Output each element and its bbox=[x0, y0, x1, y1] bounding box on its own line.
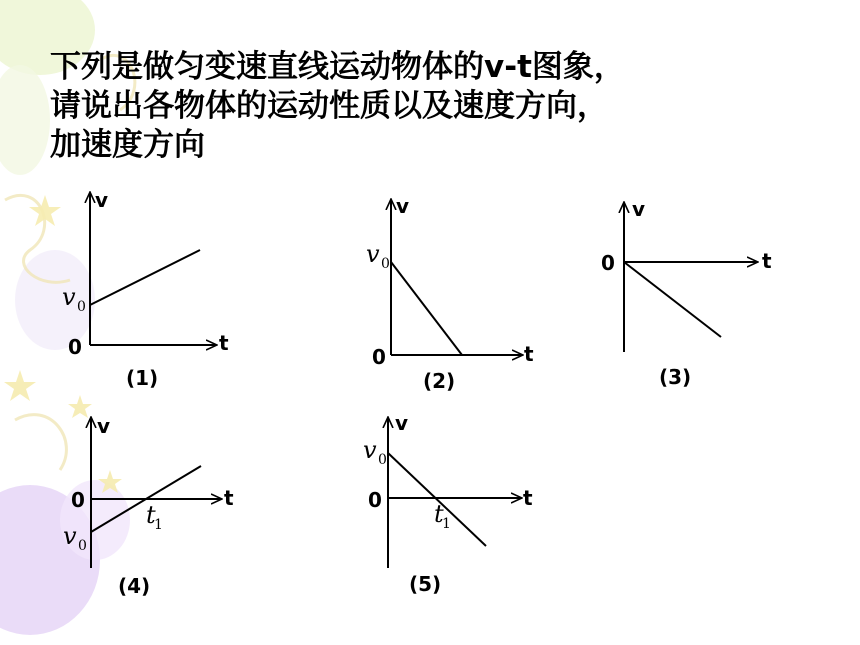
t-axis-label: t bbox=[219, 331, 229, 355]
graph-1 bbox=[62, 188, 229, 390]
intercept-label: v bbox=[63, 522, 77, 550]
origin-label: 0 bbox=[368, 488, 382, 512]
velocity-line bbox=[624, 262, 721, 337]
origin-label: 0 bbox=[372, 345, 386, 369]
graph-caption: (5) bbox=[409, 572, 442, 596]
crossing-label: t bbox=[434, 500, 444, 528]
velocity-line bbox=[90, 250, 200, 305]
graph-caption: (3) bbox=[659, 365, 692, 389]
v-axis-label: v bbox=[632, 197, 646, 221]
graph-caption: (1) bbox=[126, 366, 159, 390]
origin-label: 0 bbox=[71, 488, 85, 512]
intercept-subscript: 0 bbox=[378, 452, 387, 468]
intercept-subscript: 0 bbox=[78, 538, 87, 554]
crossing-subscript: 1 bbox=[154, 517, 163, 533]
v-axis-label: v bbox=[395, 411, 409, 435]
intercept-label: v bbox=[363, 436, 377, 464]
title-line-3: 加速度方向 bbox=[50, 127, 205, 163]
title-line-2: 请说出各物体的运动性质以及速度方向， bbox=[50, 88, 608, 124]
origin-label: 0 bbox=[68, 335, 82, 359]
velocity-line bbox=[391, 262, 462, 355]
t-axis-label: t bbox=[224, 486, 234, 510]
graph-3 bbox=[601, 197, 772, 389]
v-axis-label: v bbox=[97, 414, 111, 438]
graph-2 bbox=[366, 194, 534, 393]
intercept-label: v bbox=[62, 283, 76, 311]
origin-label: 0 bbox=[601, 251, 615, 275]
crossing-subscript: 1 bbox=[442, 516, 451, 532]
t-axis-label: t bbox=[524, 342, 534, 366]
intercept-subscript: 0 bbox=[77, 299, 86, 315]
graph-caption: (2) bbox=[423, 369, 456, 393]
t-axis-label: t bbox=[523, 486, 533, 510]
intercept-subscript: 0 bbox=[381, 256, 390, 272]
graph-5 bbox=[363, 411, 533, 596]
v-axis-label: v bbox=[95, 188, 109, 212]
crossing-label: t bbox=[146, 501, 156, 529]
graph-caption: (4) bbox=[118, 574, 151, 598]
graph-4 bbox=[63, 414, 234, 598]
v-axis-label: v bbox=[396, 194, 410, 218]
title-line-1: 下列是做匀变速直线运动物体的v-t图象， bbox=[50, 49, 625, 85]
t-axis-label: t bbox=[762, 249, 772, 273]
intercept-label: v bbox=[366, 240, 380, 268]
